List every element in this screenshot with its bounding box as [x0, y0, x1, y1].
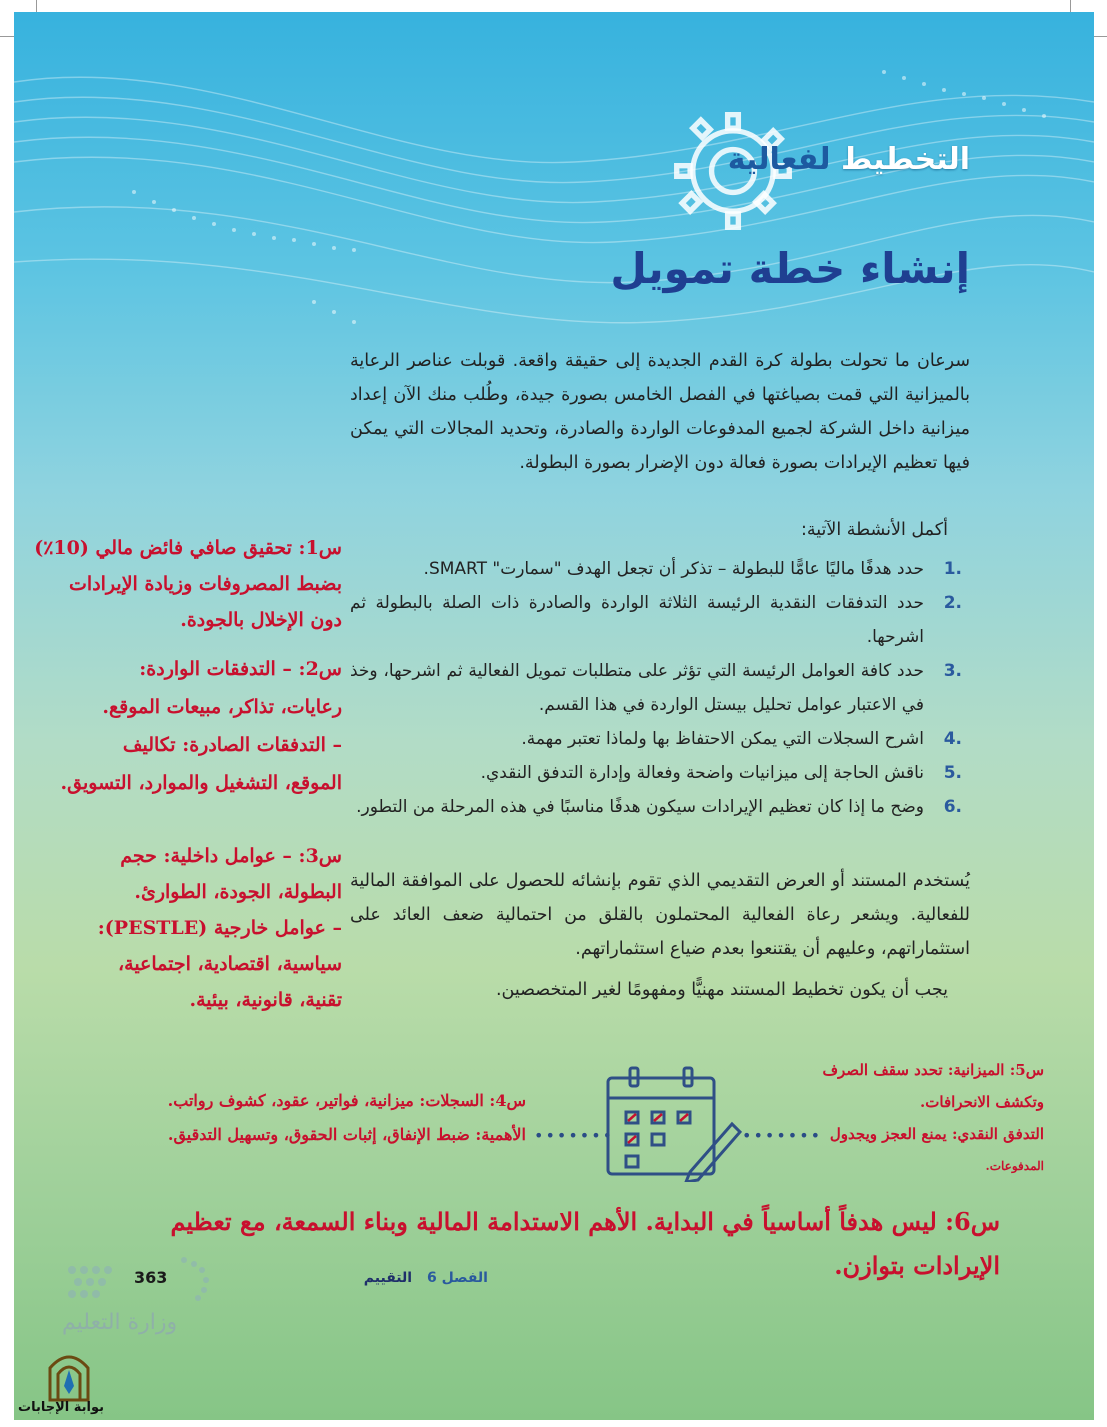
answer-line: الموقع، التشغيل والموارد، التسويق.	[60, 772, 342, 794]
handwritten-answer-1	[34, 530, 342, 638]
page-number: 363	[134, 1268, 168, 1287]
portal-label: بوابة الإجابات	[18, 1400, 104, 1415]
intro-paragraph: سرعان ما تحولت بطولة كرة القدم الجديدة إلى حقيقة واقعة. قوبلت عناصر الرعاية بالميزانية التي قمت بصياغتها في الفصل الخامس بصورة جيدة، وطُلب منك الآن إعداد ميزانية داخل الشركة لجميع المدفوعات الواردة والصادرة، وتحديد المجالات التي يمكن فيها تعظيم الإيرادات بصورة فعالة دون الإضرار بصورة البطولة.	[350, 351, 970, 473]
chapter-number: 6	[426, 1270, 437, 1286]
activity-item	[350, 552, 970, 586]
answer-line: المدفوعات.	[985, 1159, 1044, 1173]
dotted-connector: •••••••	[742, 1126, 823, 1145]
answer-line: تقنية، قانونية، بيئية.	[189, 989, 342, 1011]
page-title: إنشاء خطة تمويل	[610, 244, 970, 293]
activity-number: .2	[943, 593, 962, 613]
answer-line: س5: الميزانية: تحدد سقف الصرف	[822, 1061, 1044, 1079]
activities-lead: أكمل الأنشطة الآتية:	[800, 520, 948, 540]
dotted-connector: •••••••	[534, 1126, 615, 1145]
handwritten-answer-5	[822, 1054, 1044, 1182]
activity-text: حدد كافة العوامل الرئيسة التي تؤثر على متطلبات تمويل الفعالية ثم اشرحها، وخذ في الاعتبار عوامل تحليل بيستل الواردة في هذا القسم.	[350, 661, 924, 715]
section-kicker	[728, 142, 970, 177]
calendar-pencil-icon	[604, 1062, 744, 1182]
closing-paragraph: يُستخدم المستند أو العرض التقديمي الذي تقوم بإنشائه للحصول على الموافقة المالية للفعالية. ويشعر رعاة الفعالية المحتملون بالقلق من احتمالية ضعف العائد على استثماراتهم، وعليهم أن يقتنعوا بعدم ضياع استثماراتهم.	[350, 871, 970, 959]
portal-logo-icon	[44, 1346, 94, 1402]
kicker-white-text: التخطيط	[840, 142, 970, 177]
chapter-title: التقييم	[363, 1270, 413, 1286]
answer-line: الإيرادات بتوازن.	[834, 1251, 1000, 1280]
activity-item	[350, 586, 970, 654]
answer-line: – التدفقات الصادرة: تكاليف	[122, 734, 342, 756]
answer-line: س6: ليس هدفاً أساسياً في البداية. الأهم الاستدامة المالية وبناء السمعة، مع تعظيم	[170, 1207, 1000, 1236]
activity-item	[350, 790, 970, 824]
answer-line: س4: السجلات: ميزانية، فواتير، عقود، كشوف رواتب.	[167, 1091, 526, 1110]
answer-line: البطولة، الجودة، الطوارئ.	[134, 881, 342, 903]
closing-note: يجب أن يكون تخطيط المستند مهنيًّا ومفهومًا لغير المتخصصين.	[495, 980, 948, 1000]
answer-line: س1: تحقيق صافي فائض مالي (10٪)	[34, 537, 342, 559]
answer-line: الأهمية: ضبط الإنفاق، إثبات الحقوق، وتسهيل التدقيق.	[167, 1125, 526, 1144]
handwritten-answer-3	[98, 838, 342, 1018]
chapter-footer	[364, 1270, 488, 1286]
answer-line: التدفق النقدي: يمنع العجز ويجدول	[829, 1125, 1044, 1143]
answer-line: بضبط المصروفات وزيادة الإيرادات	[69, 573, 342, 595]
answer-line: دون الإخلال بالجودة.	[180, 609, 342, 631]
textbook-page	[14, 12, 1094, 1420]
activity-text: ناقش الحاجة إلى ميزانيات واضحة وفعالة وإدارة التدفق النقدي.	[480, 763, 924, 783]
activity-number: .1	[943, 559, 962, 579]
activity-text: حدد هدفًا ماليًا عامًّا للبطولة – تذكر أن تجعل الهدف "سمارت" SMART.	[423, 559, 924, 579]
activity-number: .6	[943, 797, 962, 817]
kicker-blue-text: لفعالية	[727, 142, 831, 177]
answer-line: رعايات، تذاكر، مبيعات الموقع.	[102, 696, 342, 718]
activity-item	[350, 654, 970, 722]
activity-number: .5	[943, 763, 962, 783]
ministry-name: وزارة التعليم	[62, 1310, 178, 1335]
activity-text: حدد التدفقات النقدية الرئيسة الثلاثة الواردة والصادرة ذات الصلة بالبطولة ثم اشرحها.	[350, 593, 924, 647]
activity-number: .4	[943, 729, 962, 749]
answer-line: وتكشف الانحرافات.	[920, 1093, 1044, 1111]
answer-line: س3: – عوامل داخلية: حجم	[120, 845, 342, 867]
answer-line: – عوامل خارجية (PESTLE):	[97, 917, 342, 939]
handwritten-answer-2	[61, 650, 342, 802]
activity-text: اشرح السجلات التي يمكن الاحتفاظ بها ولماذا تعتبر مهمة.	[521, 729, 924, 749]
handwritten-answer-6	[170, 1200, 1000, 1288]
activities-list	[350, 552, 970, 824]
activity-number: .3	[943, 661, 962, 681]
answer-line: سياسية، اقتصادية، اجتماعية،	[118, 953, 342, 975]
activity-text: وضح ما إذا كان تعظيم الإيرادات سيكون هدفًا مناسبًا في هذه المرحلة من التطور.	[356, 797, 924, 817]
activity-item	[350, 756, 970, 790]
chapter-label: الفصل	[441, 1270, 488, 1286]
answer-line: س2: – التدفقات الواردة:	[139, 658, 342, 680]
activity-item	[350, 722, 970, 756]
handwritten-answer-4	[168, 1084, 526, 1152]
